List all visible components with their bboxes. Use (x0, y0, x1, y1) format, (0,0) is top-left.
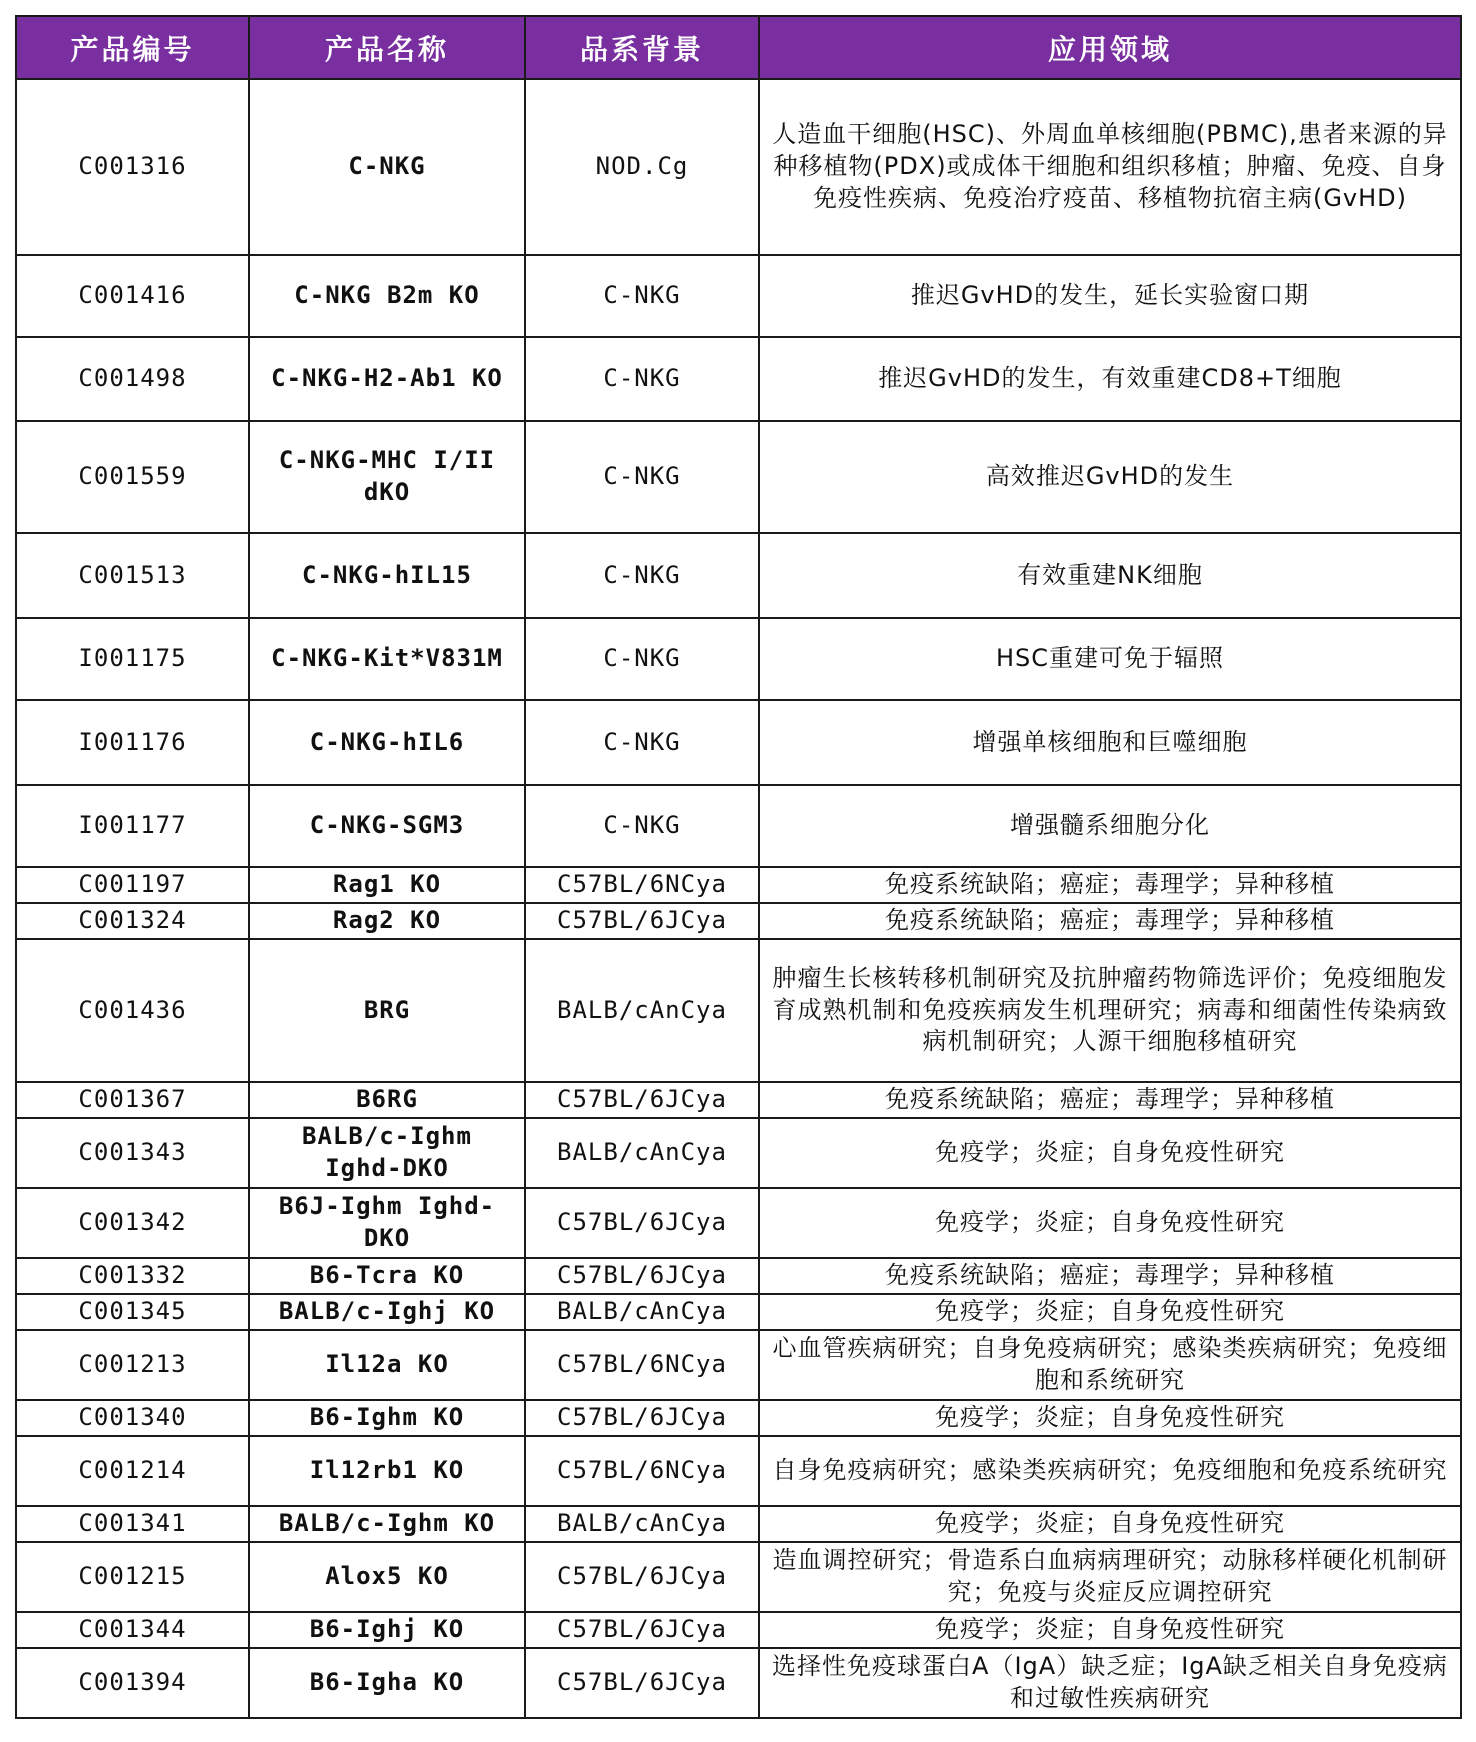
table-row (16, 1188, 1461, 1258)
product-code: I001175 (16, 618, 249, 700)
product-name: C-NKG-H2-Ab1 KO (249, 337, 525, 421)
application-field: 人造血干细胞(HSC)、外周血单核细胞(PBMC),患者来源的异种移植物(PDX)或成体干细胞和组织移植；肿瘤、免疫、自身免疫性疾病、免疫治疗疫苗、移植物抗宿主病(GvHD) (759, 79, 1461, 255)
table-row (16, 785, 1461, 867)
product-code: C001559 (16, 421, 249, 533)
strain-background: C57BL/6JCya (525, 1188, 759, 1258)
strain-background: C-NKG (525, 421, 759, 533)
product-name: Rag2 KO (249, 903, 525, 939)
strain-background: C57BL/6JCya (525, 1258, 759, 1294)
product-name: C-NKG-hIL15 (249, 533, 525, 618)
table-row (16, 1118, 1461, 1188)
strain-background: BALB/cAnCya (525, 1294, 759, 1330)
table-row (16, 1330, 1461, 1400)
table-row (16, 1612, 1461, 1648)
table-row (16, 533, 1461, 618)
table-header-row (16, 16, 1461, 79)
table-row (16, 903, 1461, 939)
table-row (16, 421, 1461, 533)
table-row (16, 618, 1461, 700)
header-product-code: 产品编号 (16, 16, 249, 79)
product-name: BALB/c-Ighm KO (249, 1506, 525, 1542)
table-row (16, 1294, 1461, 1330)
product-code: I001176 (16, 700, 249, 785)
product-code: C001341 (16, 1506, 249, 1542)
header-application-field: 应用领域 (759, 16, 1461, 79)
application-field: 免疫系统缺陷；癌症；毒理学；异种移植 (759, 1082, 1461, 1118)
product-name: C-NKG B2m KO (249, 255, 525, 337)
strain-background: NOD.Cg (525, 79, 759, 255)
product-name: B6J-Ighm Ighd-DKO (249, 1188, 525, 1258)
product-table (15, 15, 1462, 1719)
strain-background: C57BL/6JCya (525, 1648, 759, 1718)
table-row (16, 255, 1461, 337)
application-field: 免疫系统缺陷；癌症；毒理学；异种移植 (759, 903, 1461, 939)
application-field: 造血调控研究；骨造系白血病病理研究；动脉移样硬化机制研究；免疫与炎症反应调控研究 (759, 1542, 1461, 1612)
product-code: C001343 (16, 1118, 249, 1188)
product-code: C001213 (16, 1330, 249, 1400)
strain-background: BALB/cAnCya (525, 1506, 759, 1542)
product-name: C-NKG-Kit*V831M (249, 618, 525, 700)
product-name: B6-Igha KO (249, 1648, 525, 1718)
table-row (16, 939, 1461, 1082)
application-field: 免疫学；炎症；自身免疫性研究 (759, 1506, 1461, 1542)
product-code: C001324 (16, 903, 249, 939)
table-row (16, 1400, 1461, 1436)
table-row (16, 1542, 1461, 1612)
product-name: Il12a KO (249, 1330, 525, 1400)
strain-background: C57BL/6NCya (525, 1436, 759, 1506)
application-field: 增强髓系细胞分化 (759, 785, 1461, 867)
application-field: 肿瘤生长核转移机制研究及抗肿瘤药物筛选评价；免疫细胞发育成熟机制和免疫疾病发生机理研究；病毒和细菌性传染病致病机制研究；人源干细胞移植研究 (759, 939, 1461, 1082)
product-code: C001513 (16, 533, 249, 618)
product-code: C001436 (16, 939, 249, 1082)
product-code: C001215 (16, 1542, 249, 1612)
product-name: B6-Tcra KO (249, 1258, 525, 1294)
strain-background: C-NKG (525, 533, 759, 618)
application-field: 心血管疾病研究；自身免疫病研究；感染类疾病研究；免疫细胞和系统研究 (759, 1330, 1461, 1400)
application-field: 选择性免疫球蛋白A（IgA）缺乏症；IgA缺乏相关自身免疫病和过敏性疾病研究 (759, 1648, 1461, 1718)
strain-background: C57BL/6JCya (525, 1542, 759, 1612)
product-code: C001340 (16, 1400, 249, 1436)
application-field: 免疫学；炎症；自身免疫性研究 (759, 1294, 1461, 1330)
product-name: BALB/c-Ighm Ighd-DKO (249, 1118, 525, 1188)
product-code: C001498 (16, 337, 249, 421)
application-field: 有效重建NK细胞 (759, 533, 1461, 618)
application-field: 增强单核细胞和巨噬细胞 (759, 700, 1461, 785)
product-code: C001344 (16, 1612, 249, 1648)
table-row (16, 1506, 1461, 1542)
table-row (16, 867, 1461, 903)
product-name: BRG (249, 939, 525, 1082)
strain-background: C57BL/6JCya (525, 1082, 759, 1118)
product-code: C001342 (16, 1188, 249, 1258)
product-name: C-NKG-hIL6 (249, 700, 525, 785)
table-row (16, 1436, 1461, 1506)
product-code: C001197 (16, 867, 249, 903)
product-name: C-NKG (249, 79, 525, 255)
table-row (16, 1648, 1461, 1718)
table-row (16, 700, 1461, 785)
product-name: C-NKG-SGM3 (249, 785, 525, 867)
table-row (16, 79, 1461, 255)
application-field: 免疫学；炎症；自身免疫性研究 (759, 1612, 1461, 1648)
application-field: 推迟GvHD的发生，延长实验窗口期 (759, 255, 1461, 337)
strain-background: BALB/cAnCya (525, 939, 759, 1082)
strain-background: C-NKG (525, 785, 759, 867)
application-field: HSC重建可免于辐照 (759, 618, 1461, 700)
strain-background: C-NKG (525, 618, 759, 700)
product-name: B6-Ighj KO (249, 1612, 525, 1648)
product-name: Il12rb1 KO (249, 1436, 525, 1506)
product-code: C001214 (16, 1436, 249, 1506)
strain-background: C-NKG (525, 337, 759, 421)
strain-background: C57BL/6NCya (525, 867, 759, 903)
product-name: Alox5 KO (249, 1542, 525, 1612)
strain-background: C57BL/6JCya (525, 1612, 759, 1648)
product-code: C001316 (16, 79, 249, 255)
product-table-container (15, 15, 1460, 1719)
application-field: 推迟GvHD的发生，有效重建CD8+T细胞 (759, 337, 1461, 421)
strain-background: C57BL/6JCya (525, 1400, 759, 1436)
application-field: 免疫系统缺陷；癌症；毒理学；异种移植 (759, 867, 1461, 903)
application-field: 免疫系统缺陷；癌症；毒理学；异种移植 (759, 1258, 1461, 1294)
strain-background: C-NKG (525, 255, 759, 337)
application-field: 免疫学；炎症；自身免疫性研究 (759, 1188, 1461, 1258)
product-code: C001332 (16, 1258, 249, 1294)
product-name: B6RG (249, 1082, 525, 1118)
product-name: Rag1 KO (249, 867, 525, 903)
product-code: C001345 (16, 1294, 249, 1330)
header-strain-background: 品系背景 (525, 16, 759, 79)
application-field: 高效推迟GvHD的发生 (759, 421, 1461, 533)
product-code: C001367 (16, 1082, 249, 1118)
header-product-name: 产品名称 (249, 16, 525, 79)
strain-background: BALB/cAnCya (525, 1118, 759, 1188)
product-name: B6-Ighm KO (249, 1400, 525, 1436)
product-name: C-NKG-MHC I/II dKO (249, 421, 525, 533)
strain-background: C57BL/6JCya (525, 903, 759, 939)
strain-background: C-NKG (525, 700, 759, 785)
product-code: C001394 (16, 1648, 249, 1718)
product-name: BALB/c-Ighj KO (249, 1294, 525, 1330)
table-row (16, 1258, 1461, 1294)
strain-background: C57BL/6NCya (525, 1330, 759, 1400)
table-row (16, 1082, 1461, 1118)
application-field: 免疫学；炎症；自身免疫性研究 (759, 1400, 1461, 1436)
product-code: I001177 (16, 785, 249, 867)
table-row (16, 337, 1461, 421)
product-code: C001416 (16, 255, 249, 337)
application-field: 免疫学；炎症；自身免疫性研究 (759, 1118, 1461, 1188)
application-field: 自身免疫病研究；感染类疾病研究；免疫细胞和免疫系统研究 (759, 1436, 1461, 1506)
